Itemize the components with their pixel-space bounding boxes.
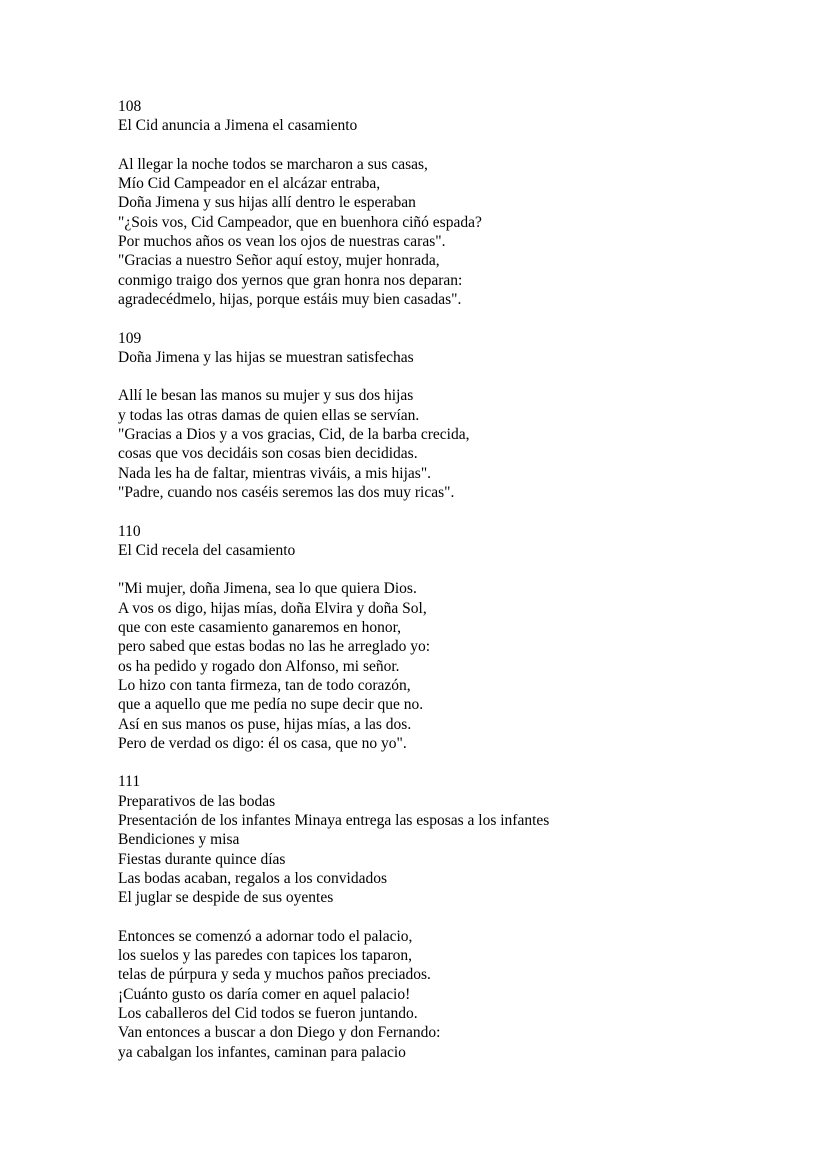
verse-line: Lo hizo con tanta firmeza, tan de todo corazón, — [118, 676, 411, 694]
section-heading: Preparativos de las bodas — [118, 792, 276, 810]
verse-line: "Padre, cuando nos caséis seremos las dos muy ricas". — [118, 483, 455, 501]
verse-line: y todas las otras damas de quien ellas se servían. — [118, 406, 420, 424]
section-number: 109 — [118, 329, 142, 347]
verse-line: Entonces se comenzó a adornar todo el palacio, — [118, 927, 413, 945]
verse-line: cosas que vos decidáis son cosas bien decididas. — [118, 445, 418, 463]
section-heading: El Cid recela del casamiento — [118, 541, 296, 559]
section-number: 111 — [118, 773, 141, 791]
section-111 — [118, 772, 808, 1061]
verse-line: que a aquello que me pedía no supe decir que no. — [118, 696, 424, 714]
verse-line: Van entonces a buscar a don Diego y don Fernando: — [118, 1024, 441, 1042]
section-heading: El Cid anuncia a Jimena el casamiento — [118, 117, 358, 135]
verse-line: Pero de verdad os digo: él os casa, que no yo". — [118, 734, 407, 752]
verse-line: "¿Sois vos, Cid Campeador, que en buenhora ciñó espada? — [118, 213, 482, 231]
section-number: 110 — [118, 522, 141, 540]
verse-line: Así en sus manos os puse, hijas mías, a las dos. — [118, 715, 412, 733]
section-number: 108 — [118, 98, 142, 115]
section-heading: El juglar se despide de sus oyentes — [118, 889, 334, 907]
verse-line: "Gracias a nuestro Señor aquí estoy, mujer honrada, — [118, 252, 440, 270]
verse-line: Doña Jimena y sus hijas allí dentro le esperaban — [118, 194, 416, 212]
verse-line: Los caballeros del Cid todos se fueron juntando. — [118, 1004, 418, 1022]
section-heading: Presentación de los infantes Minaya entrega las esposas a los infantes — [118, 811, 550, 829]
section-heading: Bendiciones y misa — [118, 831, 240, 849]
verse-line: pero sabed que estas bodas no las he arreglado yo: — [118, 638, 431, 656]
verse-line: Al llegar la noche todos se marcharon a sus casas, — [118, 155, 428, 173]
verse-line: que con este casamiento ganaremos en honor, — [118, 619, 402, 637]
blank-line — [118, 136, 808, 155]
verse-line: Allí le besan las manos su mujer y sus dos hijas — [118, 387, 414, 405]
section-heading: Fiestas durante quince días — [118, 850, 286, 868]
verse-line: A vos os digo, hijas mías, doña Elvira y doña Sol, — [118, 599, 427, 617]
verse-line: Por muchos años os vean los ojos de nuestras caras". — [118, 233, 446, 251]
verse-line: agradecédmelo, hijas, porque estáis muy bien casadas". — [118, 290, 462, 308]
section-110 — [118, 522, 808, 754]
verse-line: los suelos y las paredes con tapices los taparon, — [118, 947, 412, 965]
verse-line: telas de púrpura y seda y muchos paños preciados. — [118, 966, 431, 984]
verse-line: Mío Cid Campeador en el alcázar entraba, — [118, 175, 381, 193]
section-108 — [118, 97, 808, 309]
blank-line — [118, 560, 808, 579]
blank-line — [118, 907, 808, 926]
section-109 — [118, 329, 808, 503]
section-heading: Las bodas acaban, regalos a los convidados — [118, 869, 388, 887]
verse-line: os ha pedido y rogado don Alfonso, mi señor. — [118, 657, 400, 675]
verse-line: "Gracias a Dios y a vos gracias, Cid, de la barba crecida, — [118, 426, 470, 444]
verse-line: "Mi mujer, doña Jimena, sea lo que quiera Dios. — [118, 580, 417, 598]
verse-line: conmigo traigo dos yernos que gran honra nos deparan: — [118, 271, 463, 289]
verse-line: ¡Cuánto gusto os daría comer en aquel palacio! — [118, 985, 411, 1003]
blank-line — [118, 367, 808, 386]
document-page — [118, 97, 808, 1081]
verse-line: ya cabalgan los infantes, caminan para palacio — [118, 1043, 406, 1061]
verse-line: Nada les ha de faltar, mientras viváis, a mis hijas". — [118, 464, 432, 482]
section-heading: Doña Jimena y las hijas se muestran satisfechas — [118, 348, 414, 366]
